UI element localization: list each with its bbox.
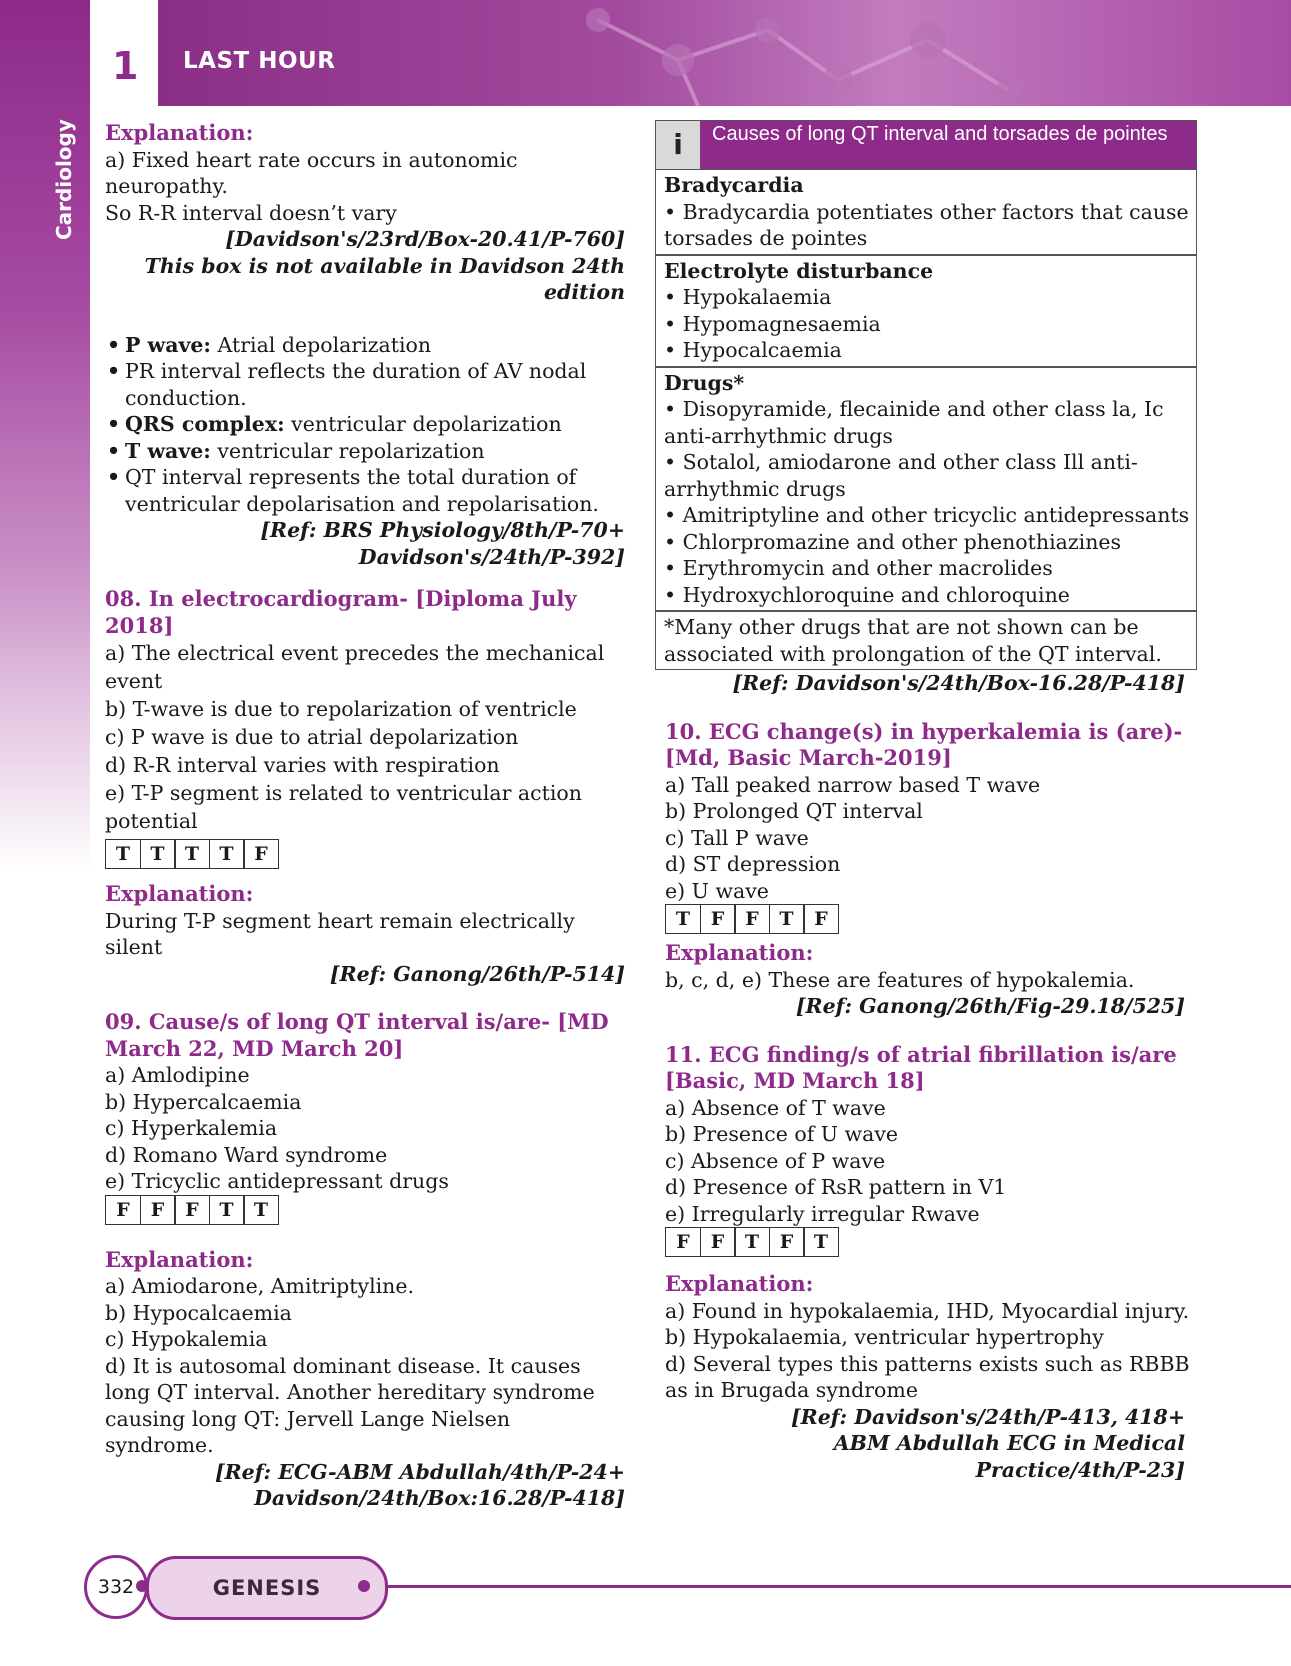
- answer-cell: T: [140, 839, 176, 869]
- option: c) Absence of P wave: [665, 1148, 886, 1173]
- page-number: 332: [84, 1555, 148, 1619]
- explanation-line: b) Hypokalaemia, ventricular hypertrophy: [665, 1325, 1104, 1349]
- info-icon: i: [656, 121, 700, 169]
- explanation-line: a) Amiodarone, Amitriptyline.: [105, 1274, 415, 1298]
- option: e) Tricyclic antidepressant drugs: [105, 1169, 449, 1193]
- section-title: Drugs*: [664, 370, 745, 395]
- info-box-header: [655, 120, 1197, 169]
- info-box-footnote: *Many other drugs that are not shown can be associated with prolongation of the QT interval.: [655, 611, 1197, 670]
- answer-cell: F: [734, 904, 770, 934]
- section-side-label: Cardiology: [52, 119, 76, 240]
- reference: [Ref: Davidson's/24th/P-413, 418+: [790, 1404, 1185, 1429]
- explanation-line: a) Found in hypokalaemia, IHD, Myocardial injury.: [665, 1298, 1190, 1323]
- option: d) Romano Ward syndrome: [105, 1142, 388, 1167]
- decorative-dot-icon: [358, 1580, 370, 1592]
- option: b) Prolonged QT interval: [665, 799, 923, 823]
- answer-cell: F: [174, 1195, 210, 1225]
- explanation-line: d) Several types this patterns exists such as RBBB as in Brugada syndrome: [665, 1351, 1190, 1402]
- list-item: • Chlorpromazine and other phenothiazines: [664, 529, 1122, 554]
- info-box-section: [655, 169, 1197, 255]
- brand-logo: LAST HOUR: [183, 48, 336, 74]
- explanation-line: c) Hypokalemia: [105, 1327, 268, 1351]
- answer-cell: T: [174, 839, 210, 869]
- answer-cell: F: [700, 1227, 736, 1257]
- option: c) P wave is due to atrial depolarization: [105, 725, 519, 749]
- reference: Davidson's/24th/P-392]: [358, 544, 625, 569]
- reference: [Ref: Ganong/26th/Fig-29.18/525]: [795, 994, 1185, 1018]
- answer-cell: T: [105, 839, 141, 869]
- list-item: • Erythromycin and other macrolides: [664, 556, 1053, 580]
- question-09-title: 09. Cause/s of long QT interval is/are- [MD March 22, MD March 20]: [105, 1009, 609, 1061]
- answer-cell: T: [665, 904, 701, 934]
- right-column: [655, 120, 1195, 1483]
- list-item: • T wave: ventricular repolarization: [125, 438, 625, 465]
- answer-cell: F: [700, 904, 736, 934]
- answer-cell: T: [243, 1195, 279, 1225]
- molecule-graphic-icon: [538, 0, 1238, 106]
- list-item: • P wave: Atrial depolarization: [125, 332, 625, 359]
- explanation-title: Explanation:: [105, 120, 254, 145]
- left-column: [105, 120, 625, 1512]
- option: e) U wave: [665, 878, 769, 903]
- question-08-title: 08. In electrocardiogram- [Diploma July 2018]: [105, 586, 577, 638]
- answer-cell: F: [105, 1195, 141, 1225]
- answer-cell: F: [140, 1195, 176, 1225]
- answer-key: [665, 904, 1195, 934]
- list-item: • PR interval reflects the duration of AV nodal conduction.: [125, 358, 625, 411]
- ecg-bullet-list: [105, 332, 625, 518]
- chapter-number: 1: [112, 44, 139, 88]
- reference-note: This box is not available in Davidson 24th edition: [144, 253, 625, 304]
- publisher-logo: GENESIS: [146, 1556, 388, 1620]
- option: d) ST depression: [665, 852, 841, 876]
- list-item: • QRS complex: ventricular depolarization: [125, 411, 625, 438]
- option: c) Hyperkalemia: [105, 1116, 278, 1140]
- reference: [Ref: BRS Physiology/8th/P-70+: [260, 518, 625, 542]
- answer-key: [665, 1227, 1195, 1257]
- option: e) Irregularly irregular Rwave: [665, 1201, 980, 1226]
- list-item: • Hydroxychloroquine and chloroquine: [664, 582, 1070, 607]
- option: a) The electrical event precedes the mechanical event: [105, 641, 605, 693]
- explanation-line: b, c, d, e) These are features of hypokalemia.: [665, 967, 1135, 992]
- explanation-title: Explanation:: [105, 1246, 254, 1272]
- reference: [Ref: Davidson's/24th/Box-16.28/P-418]: [732, 671, 1185, 695]
- answer-cell: F: [803, 904, 839, 934]
- option: c) Tall P wave: [665, 825, 809, 850]
- reference: Davidson/24th/Box:16.28/P-418]: [254, 1486, 625, 1510]
- reference: [Ref: ECG-ABM Abdullah/4th/P-24+: [214, 1459, 625, 1484]
- option: b) Presence of U wave: [665, 1122, 899, 1146]
- list-item: • Amitriptyline and other tricyclic antidepressants: [664, 503, 1190, 527]
- reference: [Ref: Ganong/26th/P-514]: [329, 961, 625, 986]
- answer-key: [105, 1195, 625, 1225]
- option: d) R-R interval varies with respiration: [105, 753, 500, 777]
- footer-rule: [375, 1585, 1291, 1588]
- list-item: • Hypokalaemia: [664, 285, 832, 309]
- option: b) T-wave is due to repolarization of ventricle: [105, 697, 577, 721]
- option: e) T-P segment is related to ventricular action potential: [105, 781, 582, 833]
- explanation-title: Explanation:: [665, 1271, 814, 1296]
- section-title: Electrolyte disturbance: [664, 258, 934, 283]
- list-item: • Sotalol, amiodarone and other class Ill anti-arrhythmic drugs: [664, 450, 1138, 501]
- explanation-line: So R-R interval doesn’t vary: [105, 200, 397, 225]
- explanation-line: b) Hypocalcaemia: [105, 1300, 292, 1325]
- answer-cell: T: [209, 839, 245, 869]
- option: d) Presence of RsR pattern in V1: [665, 1175, 1007, 1199]
- info-box-title: Causes of long QT interval and torsades de pointes: [712, 123, 1168, 145]
- answer-cell: T: [769, 904, 805, 934]
- reference: ABM Abdullah ECG in Medical Practice/4th/P-23]: [833, 1431, 1185, 1482]
- decorative-dot-icon: [136, 1580, 148, 1592]
- question-11-title: 11. ECG finding/s of atrial fibrillation is/are [Basic, MD March 18]: [665, 1041, 1177, 1093]
- info-box-section: [655, 367, 1197, 612]
- option: a) Absence of T wave: [665, 1095, 886, 1120]
- option: a) Amlodipine: [105, 1063, 250, 1087]
- answer-cell: F: [769, 1227, 805, 1257]
- answer-cell: F: [243, 839, 279, 869]
- explanation-line: a) Fixed heart rate occurs in autonomic neuropathy.: [105, 147, 518, 198]
- section-title: Bradycardia: [664, 173, 804, 197]
- option: a) Tall peaked narrow based T wave: [665, 772, 1041, 797]
- list-item: • Hypomagnesaemia: [664, 311, 881, 336]
- explanation-title: Explanation:: [105, 881, 254, 906]
- answer-cell: F: [665, 1227, 701, 1257]
- explanation-title: Explanation:: [665, 940, 814, 965]
- list-item: • Disopyramide, flecainide and other class la, Ic anti-arrhythmic drugs: [664, 397, 1164, 448]
- list-item: • Hypocalcaemia: [664, 338, 842, 362]
- info-box-section: [655, 255, 1197, 367]
- answer-key: [105, 839, 625, 869]
- reference: [Davidson's/23rd/Box-20.41/P-760]: [225, 227, 625, 251]
- explanation-line: d) It is autosomal dominant disease. It causes long QT interval. Another hereditary syndrome causing long QT: Jervell Lange Nielsen syndrome.: [105, 1353, 595, 1457]
- question-10-title: 10. ECG change(s) in hyperkalemia is (are)- [Md, Basic March-2019]: [665, 718, 1183, 770]
- explanation-line: During T-P segment heart remain electrically silent: [105, 908, 575, 959]
- option: b) Hypercalcaemia: [105, 1089, 302, 1114]
- answer-cell: T: [734, 1227, 770, 1257]
- list-item: • Bradycardia potentiates other factors that cause torsades de pointes: [664, 199, 1189, 250]
- list-item: • QT interval represents the total duration of ventricular depolarisation and repolarisation.: [125, 464, 625, 517]
- answer-cell: T: [803, 1227, 839, 1257]
- answer-cell: T: [209, 1195, 245, 1225]
